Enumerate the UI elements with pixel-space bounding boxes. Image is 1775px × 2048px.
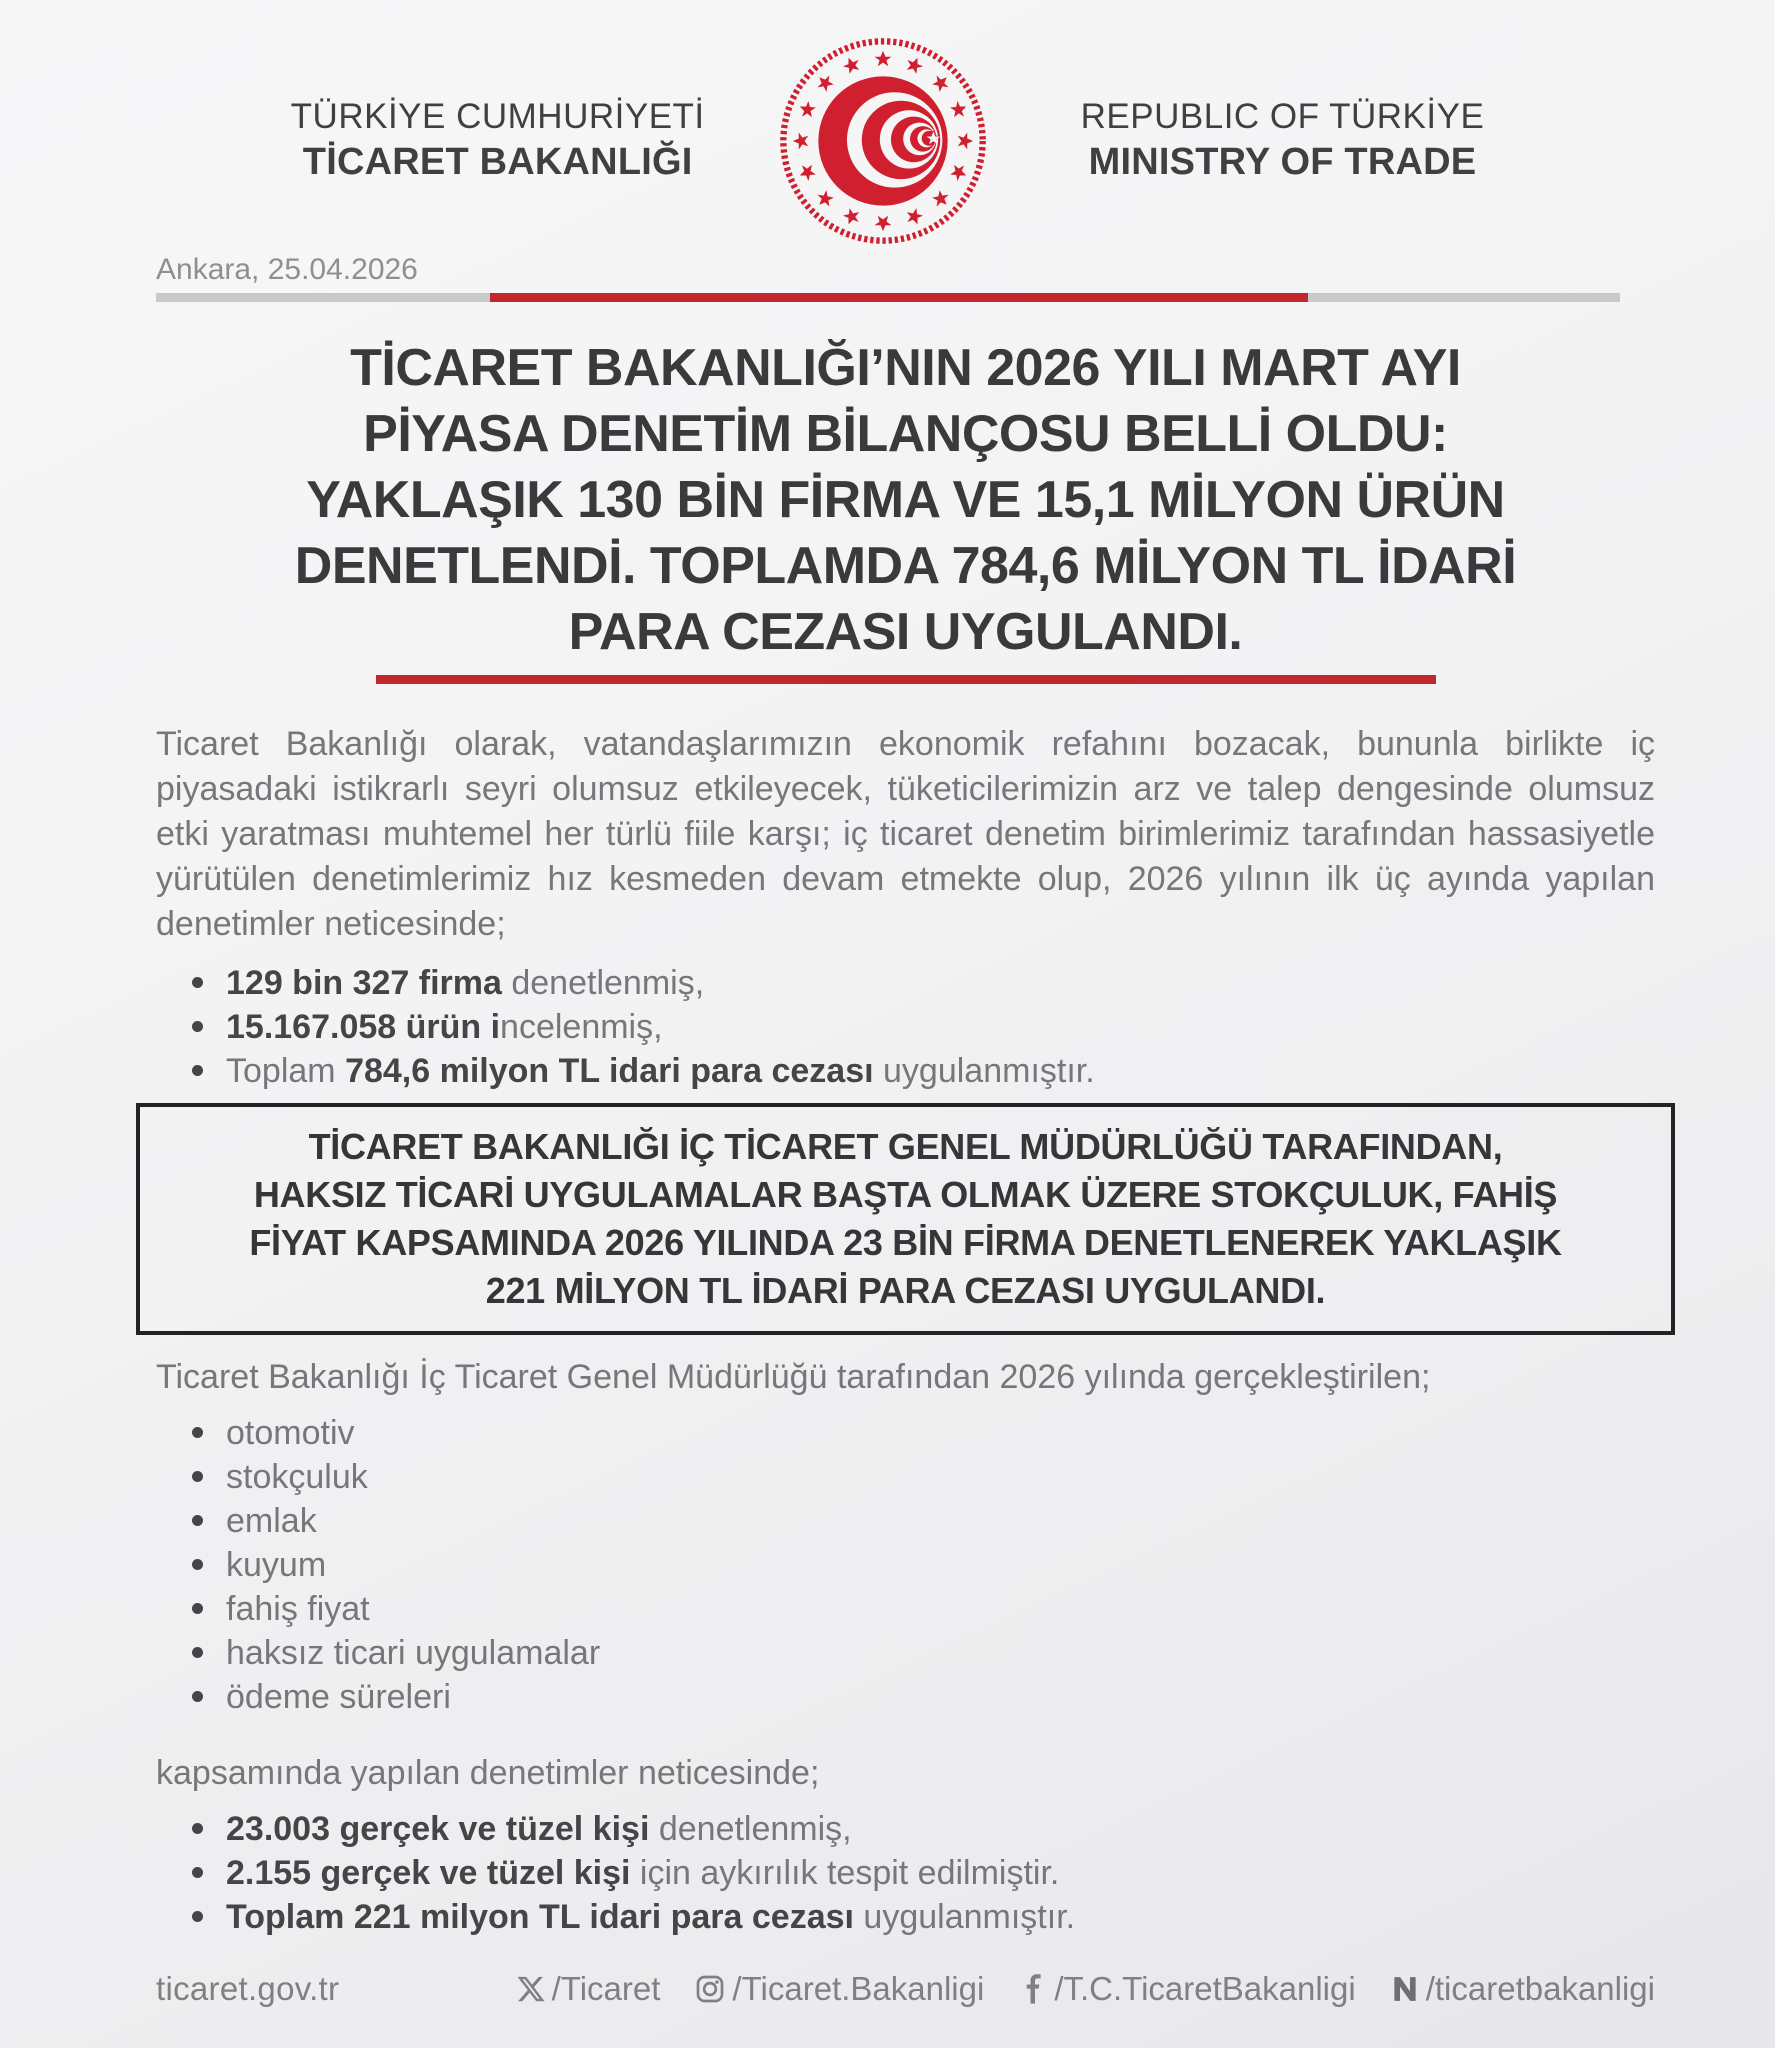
finding-rest: uygulanmıştır. [873,1052,1095,1090]
results-list [156,1807,1655,1939]
ministry-name-tr-line2: TİCARET BAKANLIĞI [302,141,693,184]
result-bold: 2.155 gerçek ve tüzel kişi [226,1854,631,1892]
social-link-x[interactable] [516,1970,661,2008]
social-link-nsosyal[interactable] [1390,1970,1655,2008]
instagram-icon [694,1973,726,2005]
social-handle: /Ticaret.Bakanligi [732,1970,985,2007]
headline-line-3: YAKLAŞIK 130 BİN FİRMA VE 15,1 MİLYON ÜRÜN [306,471,1505,529]
finding-bold: 15.167.058 ürün i [226,1008,501,1046]
ministry-name-tr-line1: TÜRKİYE CUMHURİYETİ [290,97,705,137]
finding-item [156,961,1655,1005]
social-handle: /ticaretbakanligi [1425,1970,1655,2007]
social-link-instagram[interactable] [694,1970,984,2008]
findings-list [156,961,1655,1093]
result-item [156,1895,1655,1939]
result-item [156,1851,1655,1895]
result-rest: için aykırılık tespit edilmiştir. [630,1854,1060,1892]
headline-line-4: DENETLENDİ. TOPLAMDA 784,6 MİLYON TL İDARİ [294,537,1517,595]
summary-box-line-4: 221 MİLYON TL İDARİ PARA CEZASI UYGULANDI. [485,1270,1326,1311]
result-bold: 23.003 gerçek ve tüzel kişi [226,1810,650,1848]
website-link[interactable]: ticaret.gov.tr [156,1970,340,2007]
category-item: ödeme süreleri [156,1675,1655,1719]
category-item: stokçuluk [156,1455,1655,1499]
ministry-name-english [1081,96,1485,185]
category-item: fahiş fiyat [156,1587,1655,1631]
result-rest: uygulanmıştır. [853,1898,1076,1936]
header-divider [156,293,1620,302]
result-bold: Toplam 221 milyon TL idari para cezası [226,1898,854,1936]
headline-underline [376,675,1436,684]
category-item: kuyum [156,1543,1655,1587]
nsosyal-icon [1390,1974,1420,2004]
summary-box-line-1: TİCARET BAKANLIĞI İÇ TİCARET GENEL MÜDÜRLÜĞÜ TARAFINDAN, [308,1126,1503,1167]
finding-rest: denetlenmiş, [501,964,705,1002]
headline-line-2: PİYASA DENETİM BİLANÇOSU BELLİ OLDU: [363,405,1448,463]
facebook-icon [1018,1974,1048,2004]
social-handle: /T.C.TicaretBakanligi [1054,1970,1356,2007]
social-links [516,1970,1655,2008]
finding-bold: 129 bin 327 firma [226,964,502,1002]
social-link-facebook[interactable] [1018,1970,1355,2008]
category-item: otomotiv [156,1411,1655,1455]
summary-box-line-2: HAKSIZ TİCARİ UYGULAMALAR BAŞTA OLMAK ÜZERE STOKÇULUK, FAHİŞ [253,1174,1558,1215]
section2-followup: kapsamında yapılan denetimler neticesinde; [156,1754,820,1792]
headline [156,335,1655,665]
result-item [156,1807,1655,1851]
ministry-name-turkish [291,96,705,185]
category-item: emlak [156,1499,1655,1543]
headline-line-5: PARA CEZASI UYGULANDI. [568,603,1243,661]
dateline: Ankara, 25.04.2026 [156,253,418,286]
ministry-name-en-line2: MINISTRY OF TRADE [1088,141,1477,184]
finding-item [156,1049,1655,1093]
x-icon [516,1974,546,2004]
finding-item [156,1005,1655,1049]
finding-rest: ncelenmiş, [500,1008,663,1046]
category-item: haksız ticari uygulamalar [156,1631,1655,1675]
result-rest: denetlenmiş, [649,1810,852,1848]
summary-box-line-3: FİYAT KAPSAMINDA 2026 YILINDA 23 BİN FİRMA DENETLENEREK YAKLAŞIK [249,1222,1562,1263]
category-list [156,1411,1655,1719]
section2-lead: Ticaret Bakanlığı İç Ticaret Genel Müdürlüğü tarafından 2026 yılında gerçekleştirilen; [156,1358,1431,1396]
finding-prefix: Toplam [226,1052,346,1090]
social-handle: /Ticaret [551,1970,661,2007]
finding-bold: 784,6 milyon TL idari para cezası [345,1052,874,1090]
header [0,0,1775,247]
headline-line-1: TİCARET BAKANLIĞI’NIN 2026 YILI MART AYI [350,339,1461,397]
footer [156,1970,1655,2008]
ministry-name-en-line1: REPUBLIC OF TÜRKİYE [1080,97,1485,137]
summary-box [136,1103,1675,1335]
ministry-of-trade-emblem-icon [777,35,989,247]
intro-paragraph: Ticaret Bakanlığı olarak, vatandaşlarımızın ekonomik refahını bozacak, bununla birlikte iç piyasadaki istikrarlı seyri olumsuz etkileyecek, tüketicilerimizin arz ve talep dengesinde olumsuz etki yaratması muhtemel her türlü fiile karşı; iç ticaret denetim birimlerimiz tarafından hassasiyetle yürütülen denetimlerimiz hız kesmeden devam etmekte olup, 2026 yılının ilk üç ayında yapılan denetimler neticesinde; [156,725,1655,943]
